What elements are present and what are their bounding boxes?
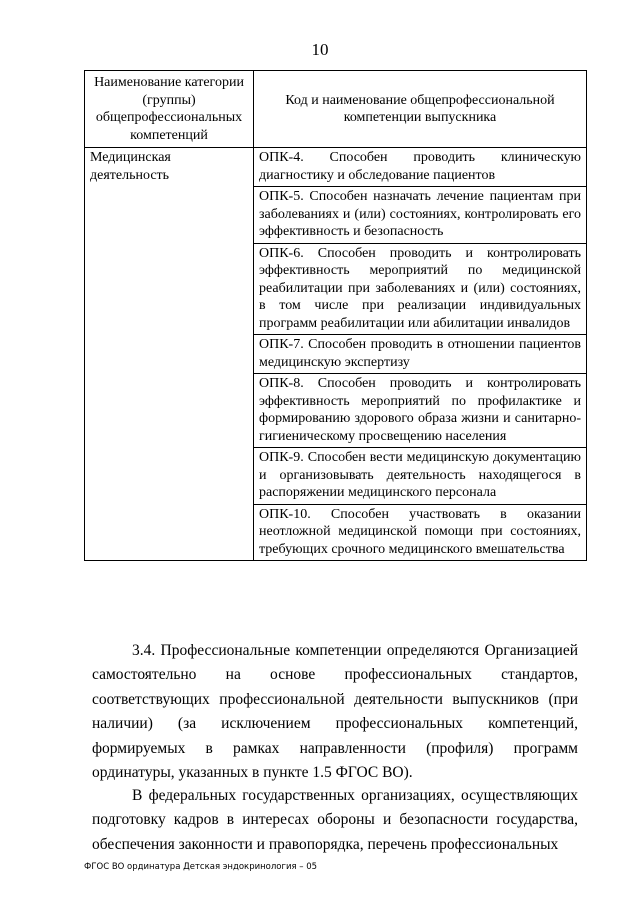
paragraph-federal: В федеральных государственных организациях, осуществляющих подготовку кадров в интересах обороны и безопасности государства, обеспечения законности и правопорядка, перечень профессиональных (92, 786, 578, 853)
header-category: Наименование категории (группы) общепрофессиональных компетенций (85, 71, 254, 148)
competencies-table (84, 70, 587, 561)
page-number: 10 (311, 40, 329, 59)
header-code: Код и наименование общепрофессиональной компетенции выпускника (254, 71, 587, 148)
table-header-row (85, 71, 587, 148)
competency-item: ОПК-6. Способен проводить и контролировать эффективность мероприятий по медицинской реабилитации при заболеваниях и (или) состояниях, в том числе при реализации индивидуальных программ реабилитации или абилитации инвалидов (254, 243, 587, 335)
competency-item: ОПК-8. Способен проводить и контролировать эффективность мероприятий по профилактике и формированию здорового образа жизни и санитарно-гигиеническому просвещению населения (254, 374, 587, 448)
competency-item: ОПК-9. Способен вести медицинскую документацию и организовывать деятельность находящегося в распоряжении медицинского персонала (254, 448, 587, 505)
category-cell: Медицинская деятельность (85, 148, 254, 561)
competency-item: ОПК-4. Способен проводить клиническую диагностику и обследование пациентов (254, 148, 587, 187)
competency-item: ОПК-5. Способен назначать лечение пациентам при заболеваниях и (или) состояниях, контролировать его эффективность и безопасность (254, 187, 587, 244)
table-row (85, 148, 587, 187)
competency-item: ОПК-7. Способен проводить в отношении пациентов медицинскую экспертизу (254, 335, 587, 374)
footer-text: ФГОС ВО ординатура Детская эндокринология – 05 (84, 862, 318, 872)
paragraph-3-4: 3.4. Профессиональные компетенции определяются Организацией самостоятельно на основе профессиональных стандартов, соответствующих профессиональной деятельности выпускников (при наличии) (за исключением профессиональных компетенций, формируемых в рамках направленности (профиля) программ ординатуры, указанных в пункте 1.5 ФГОС ВО). (92, 641, 578, 781)
competency-item: ОПК-10. Способен участвовать в оказании неотложной медицинской помощи при состояниях, требующих срочного медицинского вмешательства (254, 504, 587, 561)
